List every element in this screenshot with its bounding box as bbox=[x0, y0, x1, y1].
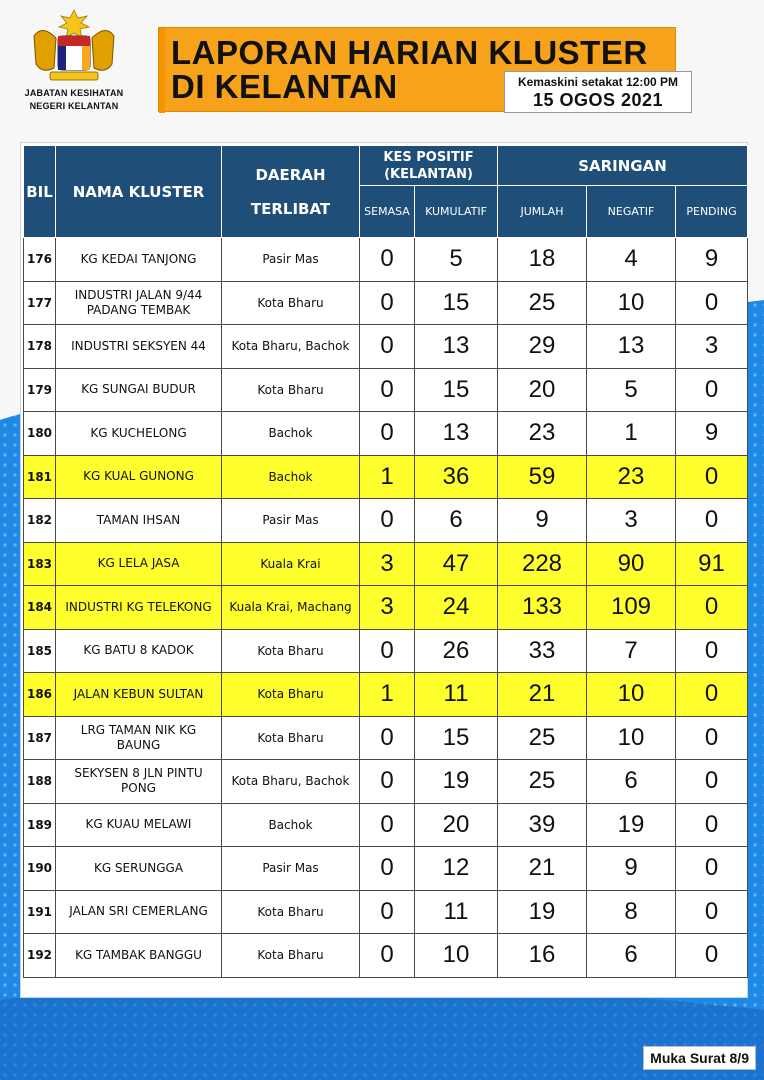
cell-negatif: 10 bbox=[587, 673, 676, 717]
cell-pending: 0 bbox=[676, 281, 748, 325]
cell-bil: 188 bbox=[24, 760, 56, 804]
cell-kumulatif: 5 bbox=[415, 238, 498, 282]
cell-bil: 184 bbox=[24, 586, 56, 630]
cell-semasa: 1 bbox=[360, 455, 415, 499]
cell-jumlah: 9 bbox=[498, 499, 587, 543]
department-name-line2: NEGERI KELANTAN bbox=[29, 101, 119, 111]
cell-negatif: 6 bbox=[587, 760, 676, 804]
cell-nama-kluster: SEKYSEN 8 JLN PINTU PONG bbox=[56, 760, 222, 804]
cell-jumlah: 21 bbox=[498, 673, 587, 717]
header-kes-positif-line1: KES POSITIF bbox=[383, 149, 474, 165]
cell-jumlah: 18 bbox=[498, 238, 587, 282]
cell-semasa: 0 bbox=[360, 281, 415, 325]
cell-bil: 185 bbox=[24, 629, 56, 673]
cell-bil: 191 bbox=[24, 890, 56, 934]
cell-kumulatif: 20 bbox=[415, 803, 498, 847]
header-nama-kluster: NAMA KLUSTER bbox=[56, 146, 222, 238]
table-row bbox=[24, 847, 748, 891]
cell-negatif: 6 bbox=[587, 934, 676, 978]
cell-bil: 192 bbox=[24, 934, 56, 978]
cell-bil: 180 bbox=[24, 412, 56, 456]
report-title-box bbox=[158, 27, 678, 113]
cell-daerah: Pasir Mas bbox=[222, 847, 360, 891]
cell-kumulatif: 24 bbox=[415, 586, 498, 630]
cell-daerah: Kuala Krai bbox=[222, 542, 360, 586]
cell-kumulatif: 26 bbox=[415, 629, 498, 673]
cell-daerah: Kota Bharu bbox=[222, 934, 360, 978]
cell-daerah: Kota Bharu bbox=[222, 281, 360, 325]
cell-negatif: 19 bbox=[587, 803, 676, 847]
cell-negatif: 5 bbox=[587, 368, 676, 412]
cell-daerah: Kota Bharu bbox=[222, 890, 360, 934]
cell-bil: 187 bbox=[24, 716, 56, 760]
cell-jumlah: 33 bbox=[498, 629, 587, 673]
table-row bbox=[24, 542, 748, 586]
cell-kumulatif: 11 bbox=[415, 673, 498, 717]
cell-semasa: 3 bbox=[360, 586, 415, 630]
page-title-line1: LAPORAN HARIAN KLUSTER bbox=[171, 34, 648, 71]
cell-kumulatif: 12 bbox=[415, 847, 498, 891]
header-semasa: SEMASA bbox=[360, 186, 415, 238]
cell-jumlah: 133 bbox=[498, 586, 587, 630]
cell-nama-kluster: TAMAN IHSAN bbox=[56, 499, 222, 543]
cell-pending: 0 bbox=[676, 847, 748, 891]
cell-pending: 0 bbox=[676, 716, 748, 760]
cell-jumlah: 25 bbox=[498, 716, 587, 760]
cell-daerah: Bachok bbox=[222, 412, 360, 456]
header-daerah-terlibat bbox=[222, 146, 360, 238]
cell-jumlah: 16 bbox=[498, 934, 587, 978]
update-date: 15 OGOS 2021 bbox=[532, 90, 664, 110]
header-bil: BIL bbox=[24, 146, 56, 238]
cell-kumulatif: 13 bbox=[415, 325, 498, 369]
cell-nama-kluster: INDUSTRI KG TELEKONG bbox=[56, 586, 222, 630]
cell-daerah: Bachok bbox=[222, 455, 360, 499]
cell-bil: 182 bbox=[24, 499, 56, 543]
cell-nama-kluster: KG KUAU MELAWI bbox=[56, 803, 222, 847]
cell-negatif: 109 bbox=[587, 586, 676, 630]
table-body bbox=[24, 238, 748, 978]
cell-semasa: 0 bbox=[360, 368, 415, 412]
header-kes-positif bbox=[360, 146, 498, 186]
cell-daerah: Kota Bharu bbox=[222, 629, 360, 673]
cell-semasa: 0 bbox=[360, 760, 415, 804]
cell-semasa: 0 bbox=[360, 629, 415, 673]
cell-pending: 0 bbox=[676, 890, 748, 934]
header-kes-positif-line2: (KELANTAN) bbox=[384, 166, 473, 182]
header-jumlah: JUMLAH bbox=[498, 186, 587, 238]
table-row bbox=[24, 803, 748, 847]
cell-jumlah: 25 bbox=[498, 760, 587, 804]
cell-jumlah: 228 bbox=[498, 542, 587, 586]
cell-semasa: 0 bbox=[360, 934, 415, 978]
cell-bil: 178 bbox=[24, 325, 56, 369]
cell-daerah: Kota Bharu bbox=[222, 716, 360, 760]
cell-negatif: 3 bbox=[587, 499, 676, 543]
cell-negatif: 8 bbox=[587, 890, 676, 934]
header-negatif: NEGATIF bbox=[587, 186, 676, 238]
table-row bbox=[24, 368, 748, 412]
cell-pending: 0 bbox=[676, 760, 748, 804]
cell-kumulatif: 47 bbox=[415, 542, 498, 586]
cell-semasa: 0 bbox=[360, 412, 415, 456]
header-saringan: SARINGAN bbox=[498, 146, 748, 186]
cell-semasa: 1 bbox=[360, 673, 415, 717]
cell-pending: 0 bbox=[676, 368, 748, 412]
table-row bbox=[24, 629, 748, 673]
table-row bbox=[24, 673, 748, 717]
page-title-line2: DI KELANTAN bbox=[171, 68, 398, 105]
cell-negatif: 23 bbox=[587, 455, 676, 499]
cell-nama-kluster: INDUSTRI JALAN 9/44 PADANG TEMBAK bbox=[56, 281, 222, 325]
cell-bil: 181 bbox=[24, 455, 56, 499]
cluster-table bbox=[23, 145, 748, 978]
cell-nama-kluster: KG KUCHELONG bbox=[56, 412, 222, 456]
table-row bbox=[24, 325, 748, 369]
cell-bil: 179 bbox=[24, 368, 56, 412]
cell-pending: 0 bbox=[676, 934, 748, 978]
cell-jumlah: 19 bbox=[498, 890, 587, 934]
table-row bbox=[24, 890, 748, 934]
cell-daerah: Bachok bbox=[222, 803, 360, 847]
header-daerah-line1: DAERAH bbox=[255, 165, 326, 184]
cell-nama-kluster: KG KEDAI TANJONG bbox=[56, 238, 222, 282]
cell-kumulatif: 10 bbox=[415, 934, 498, 978]
cell-kumulatif: 15 bbox=[415, 716, 498, 760]
cell-daerah: Pasir Mas bbox=[222, 499, 360, 543]
cell-bil: 177 bbox=[24, 281, 56, 325]
cell-nama-kluster: LRG TAMAN NIK KG BAUNG bbox=[56, 716, 222, 760]
cell-kumulatif: 6 bbox=[415, 499, 498, 543]
cell-pending: 0 bbox=[676, 629, 748, 673]
cell-semasa: 0 bbox=[360, 803, 415, 847]
cell-jumlah: 23 bbox=[498, 412, 587, 456]
cell-negatif: 13 bbox=[587, 325, 676, 369]
table-row bbox=[24, 281, 748, 325]
header-kumulatif: KUMULATIF bbox=[415, 186, 498, 238]
cell-nama-kluster: INDUSTRI SEKSYEN 44 bbox=[56, 325, 222, 369]
table-row bbox=[24, 499, 748, 543]
coat-of-arms-icon bbox=[24, 6, 124, 86]
table-row bbox=[24, 716, 748, 760]
cell-daerah: Kota Bharu bbox=[222, 368, 360, 412]
cell-pending: 9 bbox=[676, 238, 748, 282]
cell-kumulatif: 15 bbox=[415, 368, 498, 412]
cell-semasa: 0 bbox=[360, 325, 415, 369]
cell-pending: 0 bbox=[676, 803, 748, 847]
cell-nama-kluster: JALAN SRI CEMERLANG bbox=[56, 890, 222, 934]
cell-pending: 0 bbox=[676, 586, 748, 630]
title-accent bbox=[159, 28, 165, 113]
cell-kumulatif: 19 bbox=[415, 760, 498, 804]
cell-negatif: 90 bbox=[587, 542, 676, 586]
cell-pending: 3 bbox=[676, 325, 748, 369]
cell-kumulatif: 11 bbox=[415, 890, 498, 934]
cell-semasa: 0 bbox=[360, 238, 415, 282]
cell-pending: 91 bbox=[676, 542, 748, 586]
cell-negatif: 7 bbox=[587, 629, 676, 673]
cell-jumlah: 39 bbox=[498, 803, 587, 847]
update-stamp bbox=[504, 71, 692, 113]
cell-semasa: 0 bbox=[360, 499, 415, 543]
page-number: Muka Surat 8/9 bbox=[643, 1046, 756, 1070]
cell-negatif: 10 bbox=[587, 716, 676, 760]
cell-nama-kluster: KG BATU 8 KADOK bbox=[56, 629, 222, 673]
table-row bbox=[24, 586, 748, 630]
cell-negatif: 4 bbox=[587, 238, 676, 282]
cell-pending: 0 bbox=[676, 499, 748, 543]
cell-negatif: 1 bbox=[587, 412, 676, 456]
cell-nama-kluster: JALAN KEBUN SULTAN bbox=[56, 673, 222, 717]
table-row bbox=[24, 455, 748, 499]
cell-pending: 0 bbox=[676, 673, 748, 717]
cell-bil: 183 bbox=[24, 542, 56, 586]
cell-kumulatif: 15 bbox=[415, 281, 498, 325]
table-row bbox=[24, 934, 748, 978]
cell-jumlah: 29 bbox=[498, 325, 587, 369]
cell-bil: 190 bbox=[24, 847, 56, 891]
cluster-table-panel bbox=[20, 142, 748, 998]
cell-semasa: 3 bbox=[360, 542, 415, 586]
cell-negatif: 9 bbox=[587, 847, 676, 891]
table-row bbox=[24, 760, 748, 804]
cell-bil: 186 bbox=[24, 673, 56, 717]
cell-nama-kluster: KG TAMBAK BANGGU bbox=[56, 934, 222, 978]
cell-negatif: 10 bbox=[587, 281, 676, 325]
cell-bil: 189 bbox=[24, 803, 56, 847]
cell-jumlah: 59 bbox=[498, 455, 587, 499]
table-row bbox=[24, 238, 748, 282]
cell-nama-kluster: KG SUNGAI BUDUR bbox=[56, 368, 222, 412]
table-header bbox=[24, 146, 748, 238]
cell-pending: 0 bbox=[676, 455, 748, 499]
cell-daerah: Kuala Krai, Machang bbox=[222, 586, 360, 630]
cell-bil: 176 bbox=[24, 238, 56, 282]
cell-daerah: Pasir Mas bbox=[222, 238, 360, 282]
cell-semasa: 0 bbox=[360, 847, 415, 891]
cell-daerah: Kota Bharu, Bachok bbox=[222, 760, 360, 804]
cell-semasa: 0 bbox=[360, 890, 415, 934]
cell-jumlah: 20 bbox=[498, 368, 587, 412]
update-label: Kemaskini setakat 12:00 PM bbox=[517, 75, 679, 89]
table-row bbox=[24, 412, 748, 456]
cell-pending: 9 bbox=[676, 412, 748, 456]
department-logo bbox=[14, 6, 134, 126]
cell-kumulatif: 36 bbox=[415, 455, 498, 499]
cell-kumulatif: 13 bbox=[415, 412, 498, 456]
cell-nama-kluster: KG LELA JASA bbox=[56, 542, 222, 586]
cell-jumlah: 21 bbox=[498, 847, 587, 891]
cell-daerah: Kota Bharu, Bachok bbox=[222, 325, 360, 369]
cell-jumlah: 25 bbox=[498, 281, 587, 325]
department-name-line1: JABATAN KESIHATAN bbox=[24, 88, 124, 98]
header-pending: PENDING bbox=[676, 186, 748, 238]
cell-nama-kluster: KG KUAL GUNONG bbox=[56, 455, 222, 499]
header-daerah-line2: TERLIBAT bbox=[250, 199, 331, 218]
cell-semasa: 0 bbox=[360, 716, 415, 760]
cell-daerah: Kota Bharu bbox=[222, 673, 360, 717]
cell-nama-kluster: KG SERUNGGA bbox=[56, 847, 222, 891]
